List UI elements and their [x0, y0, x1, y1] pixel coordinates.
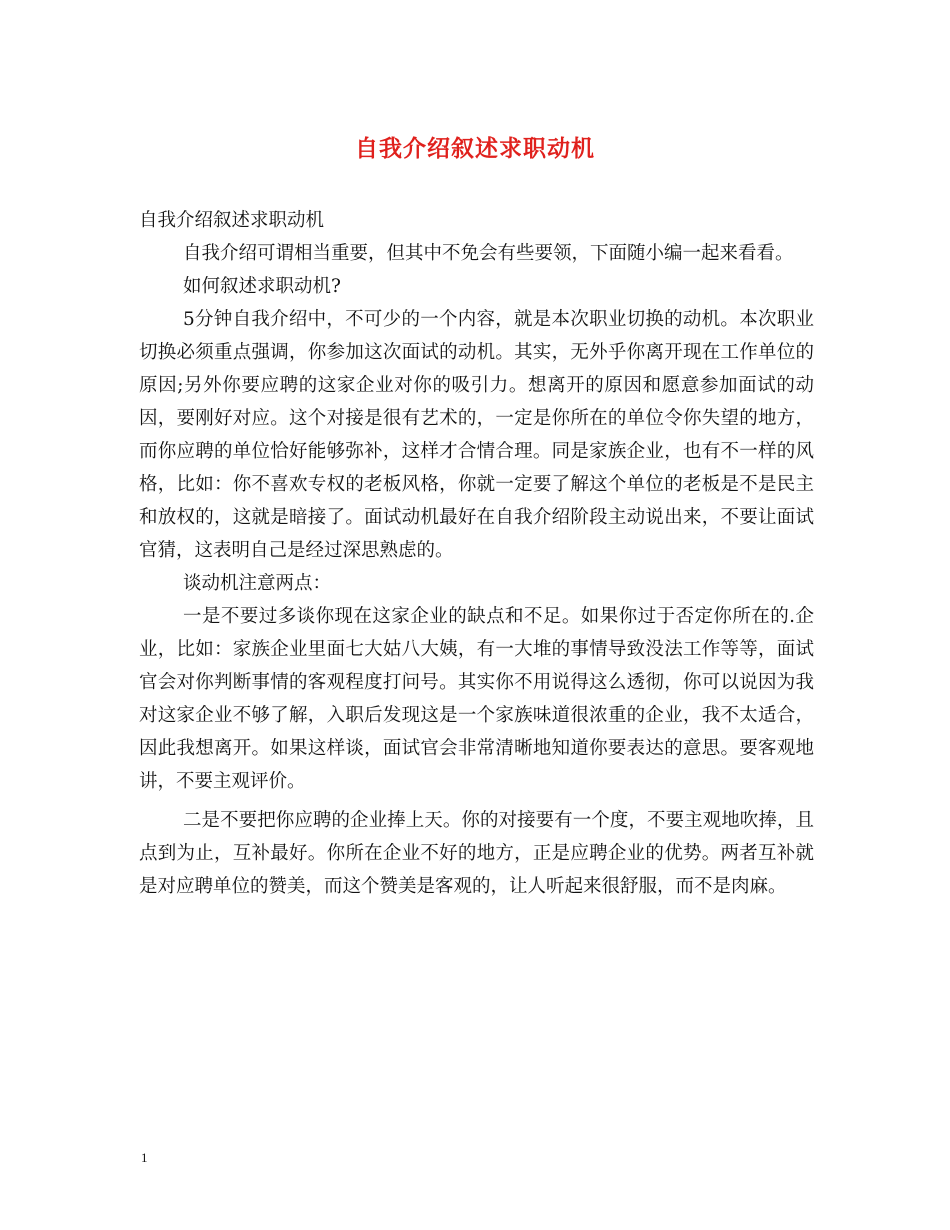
page-number: 1: [141, 1150, 148, 1165]
paragraph-heading: 自我介绍叙述求职动机: [139, 210, 325, 231]
document-body: [139, 204, 814, 903]
paragraph-question: 如何叙述求职动机?: [183, 276, 341, 297]
paragraph-point-one: 一是不要过多谈你现在这家企业的缺点和不足。如果你过于否定你所在的.企业，比如：家族企业里面七大姑八大姨，有一大堆的事情导致没法工作等等，面试官会对你判断事情的客观程度打问号。其实你不用说得这么透彻，你可以说因为我对这家企业不够了解，入职后发现这是一个家族味道很浓重的企业，我不太适合，因此我想离开。如果这样谈，面试官会非常清晰地知道你要表达的意思。要客观地讲，不要主观评价。: [139, 606, 814, 792]
paragraph-motivation: 5分钟自我介绍中，不可少的一个内容，就是本次职业切换的动机。本次职业切换必须重点强调，你参加这次面试的动机。其实，无外乎你离开现在工作单位的原因;另外你要应聘的这家企业对你的吸引力。想离开的原因和愿意参加面试的动因，要刚好对应。这个对接是很有艺术的，一定是你所在的单位令你失望的地方，而你应聘的单位恰好能够弥补，这样才合情合理。同是家族企业，也有不一样的风格，比如：你不喜欢专权的老板风格，你就一定要了解这个单位的老板是不是民主和放权的，这就是暗接了。面试动机最好在自我介绍阶段主动说出来，不要让面试官猜，这表明自己是经过深思熟虑的。: [139, 309, 814, 561]
document-title: 自我介绍叙述求职动机: [355, 135, 595, 162]
paragraph-two-points: 谈动机注意两点：: [183, 573, 332, 594]
paragraph-point-two: 二是不要把你应聘的企业捧上天。你的对接要有一个度，不要主观地吹捧，且点到为止，互补最好。你所在企业不好的地方，正是应聘企业的优势。两者互补就是对应聘单位的赞美，而这个赞美是客观的，让人听起来很舒服，而不是肉麻。: [139, 810, 814, 897]
paragraph-intro: 自我介绍可谓相当重要，但其中不免会有些要领，下面随小编一起来看看。: [183, 243, 794, 264]
